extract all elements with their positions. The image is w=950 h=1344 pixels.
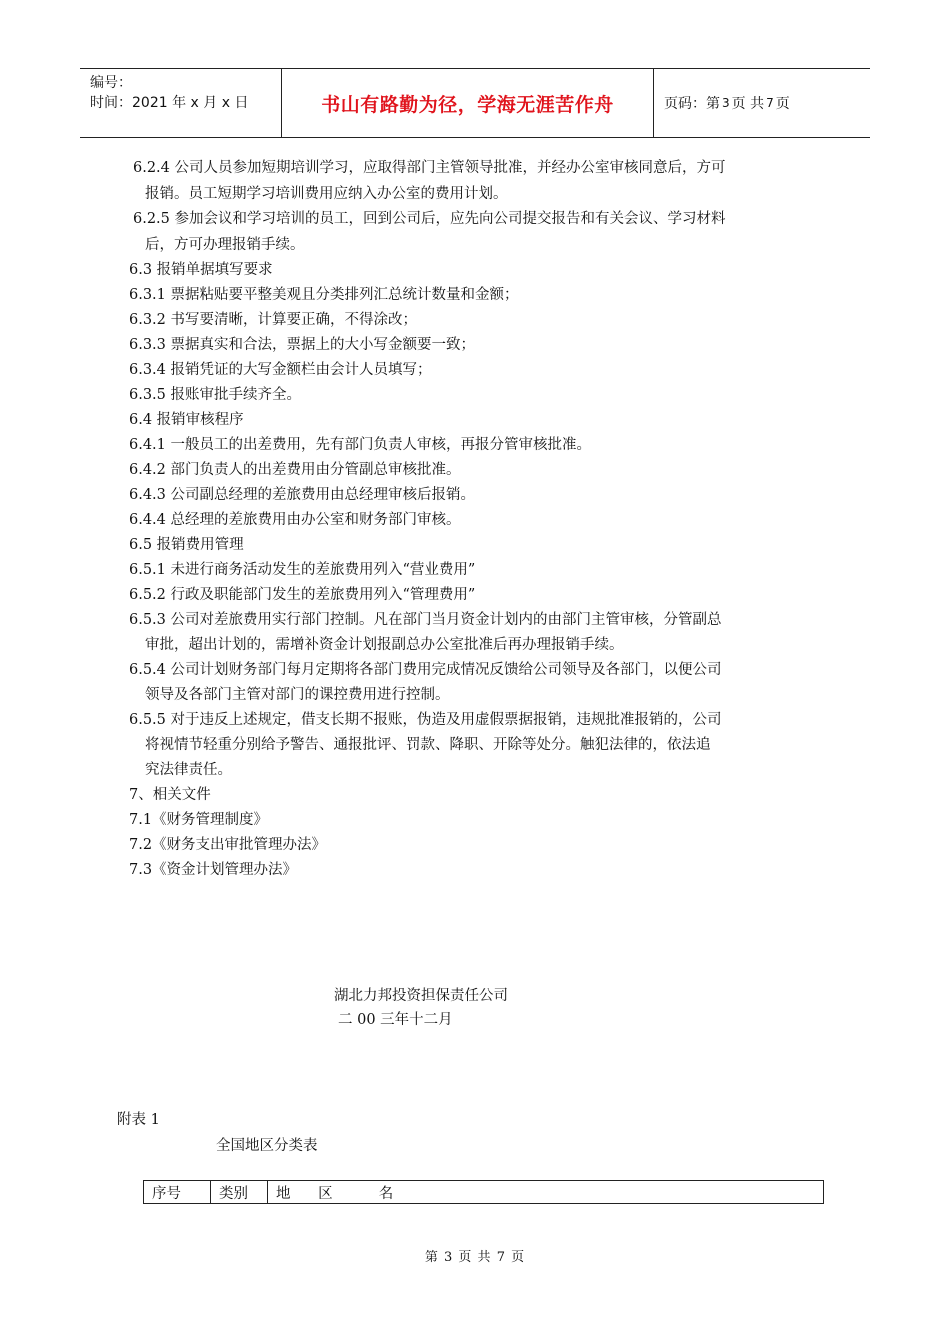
body-line: 6.4.3 公司副总经理的差旅费用由总经理审核后报销。 xyxy=(129,487,476,503)
body-line: 6.3.5 报账审批手续齐全。 xyxy=(129,387,302,403)
document-number-label: 编号： xyxy=(90,75,132,91)
page-mid: 页 共 xyxy=(731,96,765,112)
signature-company: 湖北力邦投资担保责任公司 xyxy=(334,988,508,1004)
body-line: 6.3.1 票据粘贴要平整美观且分类排列汇总统计数量和金额； xyxy=(129,287,519,303)
header-meta xyxy=(80,69,282,137)
table-header-cell: 序号 xyxy=(144,1181,211,1204)
body-line: 领导及各部门主管对部门的课控费用进行控制。 xyxy=(145,687,450,703)
page-number: 3 xyxy=(722,96,730,110)
table-header-cell: 地 区 名 xyxy=(268,1181,824,1204)
body-line: 6.5.2 行政及职能部门发生的差旅费用列入“管理费用” xyxy=(129,587,476,603)
section-heading: 7、相关文件 xyxy=(129,787,211,803)
body-line: 后，方可办理报销手续。 xyxy=(145,237,305,253)
header-motto: 书山有路勤为径，学海无涯苦作舟 xyxy=(282,69,654,137)
body-line: 7.3《资金计划管理办法》 xyxy=(129,862,298,878)
body-line: 6.3.3 票据真实和合法，票据上的大小写金额要一致； xyxy=(129,337,476,353)
appendix-label: 附表 1 xyxy=(117,1112,160,1128)
region-table xyxy=(143,1180,824,1204)
body-line: 审批，超出计划的，需增补资金计划报副总办公室批准后再办理报销手续。 xyxy=(145,637,624,653)
body-line: 6.4.2 部门负责人的出差费用由分管副总审核批准。 xyxy=(129,462,461,478)
body-line: 报销。员工短期学习培训费用应纳入办公室的费用计划。 xyxy=(145,186,508,202)
page-total: 7 xyxy=(766,96,774,110)
body-line: 7.2《财务支出审批管理办法》 xyxy=(129,837,327,853)
table-header-row xyxy=(144,1181,824,1204)
body-line: 6.2.5 参加会议和学习培训的员工，回到公司后，应先向公司提交报告和有关会议、学习材料 xyxy=(133,211,726,227)
page-prefix: 页码：第 xyxy=(664,96,720,112)
table-header-cell: 类别 xyxy=(211,1181,268,1204)
body-line: 6.4.4 总经理的差旅费用由办公室和财务部门审核。 xyxy=(129,512,461,528)
appendix-title: 全国地区分类表 xyxy=(216,1138,318,1154)
body-line: 6.4.1 一般员工的出差费用，先有部门负责人审核，再报分管审核批准。 xyxy=(129,437,592,453)
section-heading: 6.4 报销审核程序 xyxy=(129,412,244,428)
section-heading: 6.5 报销费用管理 xyxy=(129,537,244,553)
body-line: 6.3.4 报销凭证的大写金额栏由会计人员填写； xyxy=(129,362,432,378)
body-line: 6.3.2 书写要清晰，计算要正确，不得涂改； xyxy=(129,312,418,328)
page-footer: 第 3 页 共 7 页 xyxy=(424,1250,526,1265)
body-line: 将视情节轻重分别给予警告、通报批评、罚款、降职、开除等处分。触犯法律的，依法追 xyxy=(145,737,711,753)
page-suffix: 页 xyxy=(775,96,790,112)
body-line: 6.5.5 对于违反上述规定，借支长期不报账，伪造及用虚假票据报销，违规批准报销的，公司 xyxy=(129,712,722,728)
body-line: 6.5.1 未进行商务活动发生的差旅费用列入“营业费用” xyxy=(129,562,476,578)
body-line: 6.5.3 公司对差旅费用实行部门控制。凡在部门当月资金计划内的由部门主管审核，分管副总 xyxy=(129,612,722,628)
page-header xyxy=(80,68,870,138)
document-time-label: 时间：2021 年 x 月 x 日 xyxy=(90,95,249,111)
section-heading: 6.3 报销单据填写要求 xyxy=(129,262,273,278)
body-line: 7.1《财务管理制度》 xyxy=(129,812,269,828)
signature-date: 二 00 三年十二月 xyxy=(338,1012,453,1028)
body-line: 6.5.4 公司计划财务部门每月定期将各部门费用完成情况反馈给公司领导及各部门，以便公司 xyxy=(129,662,722,678)
body-line: 6.2.4 公司人员参加短期培训学习，应取得部门主管领导批准，并经办公室审核同意后，方可 xyxy=(133,160,726,176)
body-line: 究法律责任。 xyxy=(145,762,232,778)
header-page-info xyxy=(654,69,870,137)
